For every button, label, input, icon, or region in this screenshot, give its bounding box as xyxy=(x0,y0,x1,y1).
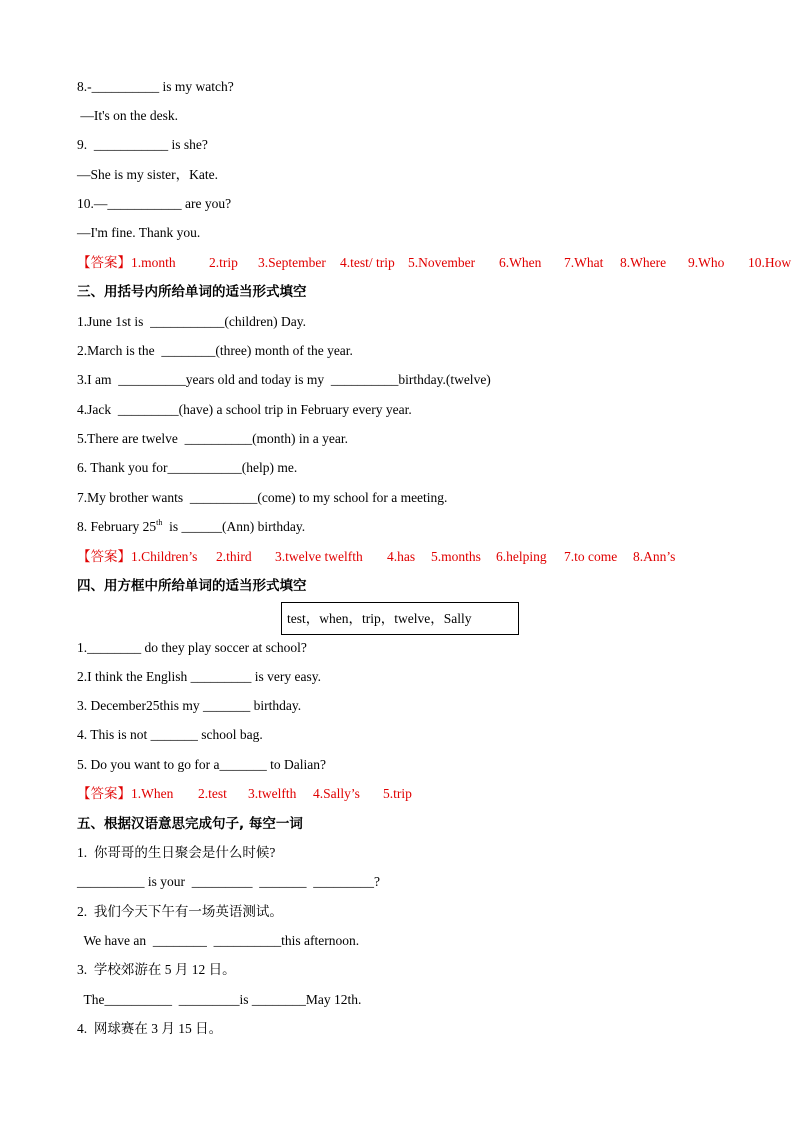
answer-item: 3.twelve twelfth xyxy=(275,549,363,564)
answer-item: 2.trip xyxy=(209,255,238,270)
answer-item: 8.Where xyxy=(620,255,667,270)
prompt-line: 1. 你哥哥的生日聚会是什么时候? xyxy=(77,845,276,860)
answer-item: 3.twelfth xyxy=(248,786,297,801)
answer-item: 4.test/ trip xyxy=(340,255,395,270)
question-line: 2.I think the English _________ is very easy. xyxy=(77,669,321,684)
question-10-line: 10.—___________ are you? xyxy=(77,196,232,211)
question-line: 1.June 1st is ___________(children) Day. xyxy=(77,314,306,329)
answer-item: 4.has xyxy=(387,549,416,564)
question-line: 7.My brother wants __________(come) to my school for a meeting. xyxy=(77,490,448,505)
question-line: 2.March is the ________(three) month of the year. xyxy=(77,343,353,358)
answer-item: 3.September xyxy=(258,255,326,270)
answer-item: 2.third xyxy=(216,549,252,564)
prompt-line: 3. 学校郊游在 5 月 12 日。 xyxy=(77,962,236,977)
section-heading: 四、用方框中所给单词的适当形式填空 xyxy=(77,578,307,594)
answer-blank-line: The__________ _________is ________May 12th. xyxy=(77,992,362,1007)
answer-item: 【答案】1.Children’s xyxy=(77,549,198,564)
answer-item: 10.How xyxy=(748,255,792,270)
part4-answer-key xyxy=(77,785,797,803)
answer-item: 4.Sally’s xyxy=(313,786,360,801)
answer-item: 5.November xyxy=(408,255,476,270)
answer-item: 6.When xyxy=(499,255,542,270)
answer-item: 2.test xyxy=(198,786,227,801)
prompt-line: 4. 网球赛在 3 月 15 日。 xyxy=(77,1021,223,1036)
answer-item: 7.What xyxy=(564,255,604,270)
question-line: 3. December25this my _______ birthday. xyxy=(77,698,302,713)
section-heading: 五、根据汉语意思完成句子, 每空一词 xyxy=(77,816,303,832)
part2-answer-key xyxy=(77,254,797,272)
answer-blank-line: __________ is your _________ _______ _________? xyxy=(77,874,380,889)
answer-item: 8.Ann’s xyxy=(633,549,676,564)
question-line: 6. Thank you for___________(help) me. xyxy=(77,460,298,475)
answer-item: 【答案】1.month xyxy=(77,255,176,270)
word-bank-box xyxy=(281,602,519,635)
question-text: 8. February 25 xyxy=(77,519,157,534)
section-heading: 三、用括号内所给单词的适当形式填空 xyxy=(77,284,307,300)
answer-item: 5.months xyxy=(431,549,481,564)
prompt-line: 2. 我们今天下午有一场英语测试。 xyxy=(77,904,283,919)
part3-answer-key xyxy=(77,548,797,566)
word-bank-text: test，when，trip，twelve，Sally xyxy=(287,611,472,626)
question-line: 1.________ do they play soccer at school? xyxy=(77,640,307,655)
question-9-response: —She is my sister，Kate. xyxy=(77,167,218,182)
question-text: is ______(Ann) birthday. xyxy=(162,519,306,534)
answer-item: 7.to come xyxy=(564,549,618,564)
question-10-response: —I'm fine. Thank you. xyxy=(77,225,201,240)
answer-item: 【答案】1.When xyxy=(77,786,174,801)
question-8-response: —It's on the desk. xyxy=(77,108,179,123)
question-9-line: 9. ___________ is she? xyxy=(77,137,208,152)
question-line: 4.Jack _________(have) a school trip in February every year. xyxy=(77,402,412,417)
ordinal-suffix: th xyxy=(156,517,163,527)
answer-blank-line: We have an ________ __________this afternoon. xyxy=(77,933,360,948)
answer-item: 9.Who xyxy=(688,255,725,270)
question-8-line: 8.-__________ is my watch? xyxy=(77,79,234,94)
question-line: 5. Do you want to go for a_______ to Dalian? xyxy=(77,757,326,772)
answer-item: 5.trip xyxy=(383,786,412,801)
answer-item: 6.helping xyxy=(496,549,547,564)
question-line: 3.I am __________years old and today is my __________birthday.(twelve) xyxy=(77,372,491,387)
question-line: 5.There are twelve __________(month) in a year. xyxy=(77,431,349,446)
question-line xyxy=(77,518,305,536)
question-line: 4. This is not _______ school bag. xyxy=(77,727,263,742)
